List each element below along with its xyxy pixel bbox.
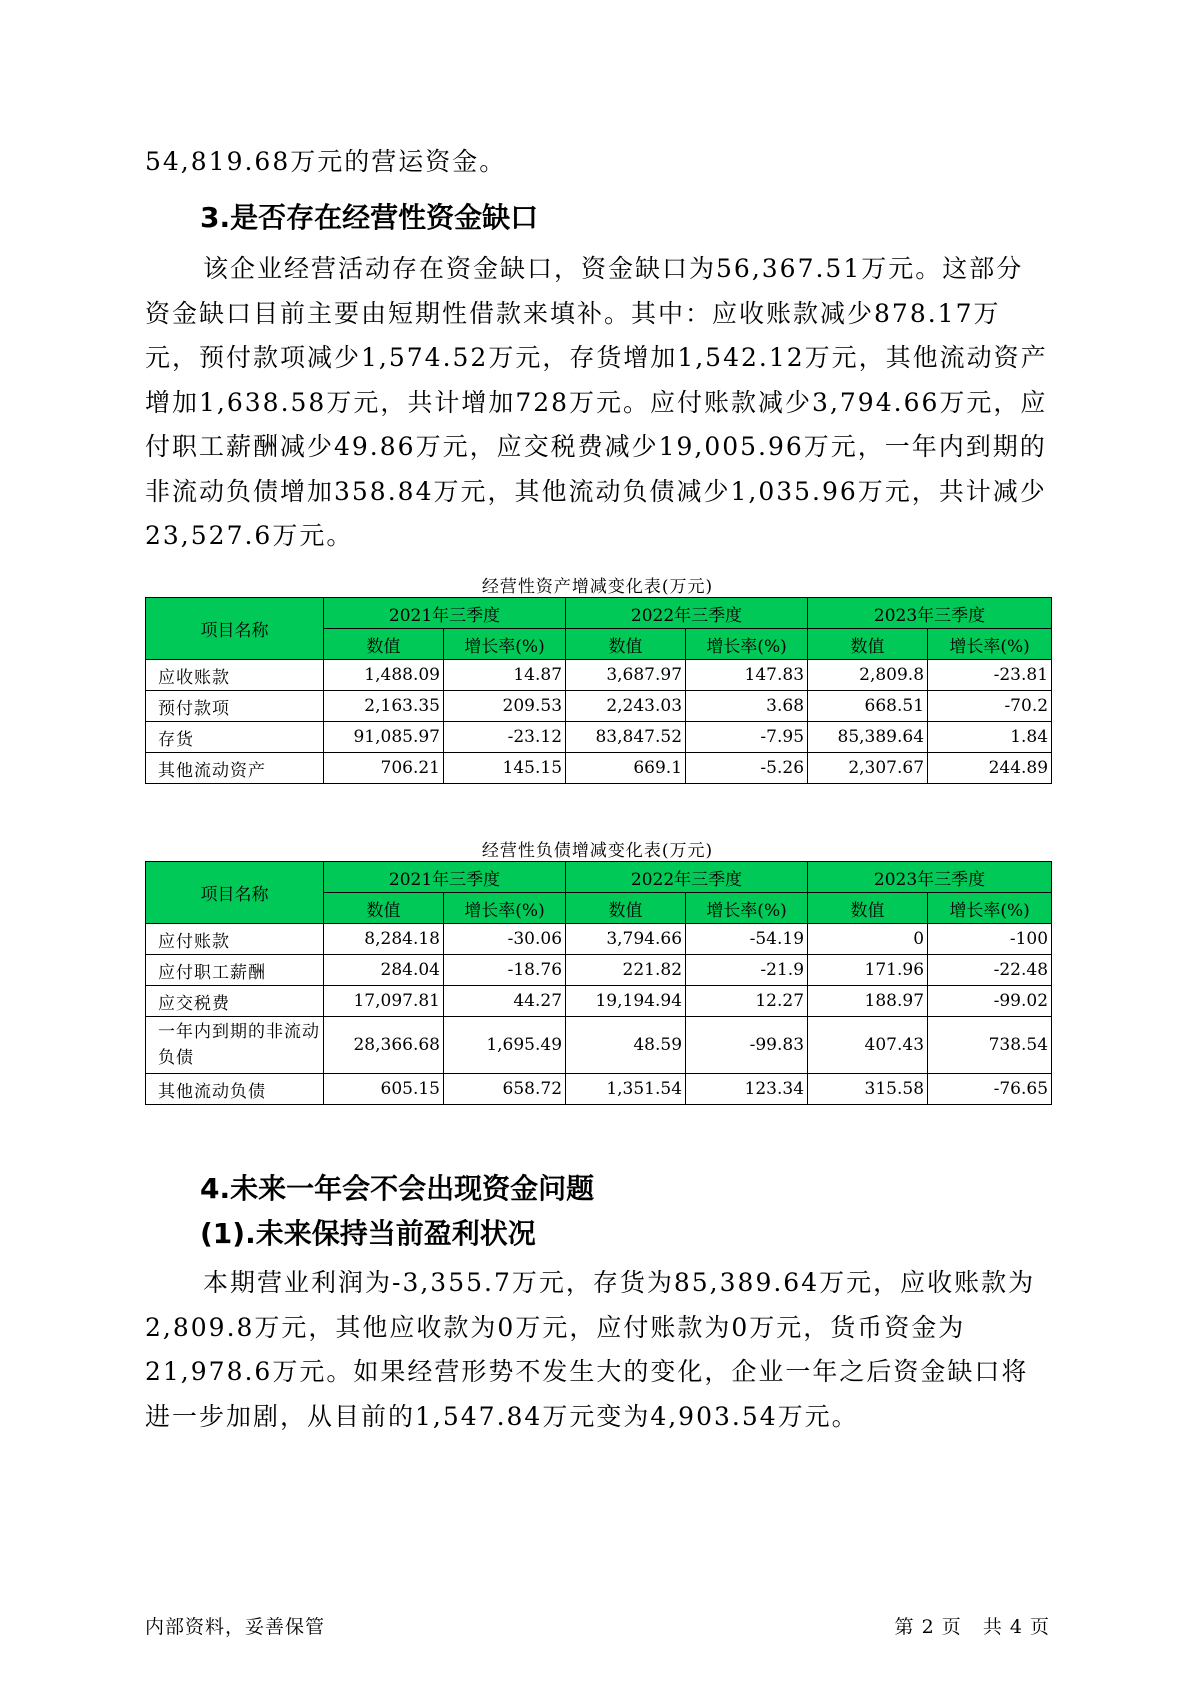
paragraph-outlook [145, 1261, 1050, 1439]
table-cell: 83,847.52 [566, 722, 686, 753]
table-subheader: 增长率(%) [686, 629, 808, 660]
table-header-period: 2021年三季度 [324, 862, 566, 893]
table-row [146, 722, 1052, 753]
table-row [146, 1074, 1052, 1105]
table-cell: -23.81 [928, 660, 1052, 691]
table-header-period: 2022年三季度 [566, 862, 808, 893]
table-cell: 1,488.09 [324, 660, 444, 691]
table-cell: 8,284.18 [324, 924, 444, 955]
table2-caption: 经营性负债增减变化表(万元) [481, 841, 714, 861]
table-cell: 2,809.8 [808, 660, 928, 691]
row-label: 应付职工薪酬 [146, 955, 324, 986]
table-cell: 706.21 [324, 753, 444, 784]
table-cell: -5.26 [686, 753, 808, 784]
paragraph-text: 该企业经营活动存在资金缺口，资金缺口为56,367.51万元。这部分资金缺口目前主要由短期性借款来填补。其中：应收账款减少878.17万元，预付款项减少1,574.52万元，存货增加1,542.12万元，其他流动资产增加1,638.58万元，共计增加728万元。应付账款减少3,794.66万元，应付职工薪酬减少49.86万元，应交税费减少19,005.96万元，一年内到期的非流动负债增加358.84万元，其他流动负债减少1,035.96万元，共计减少23,527.6万元。 [145, 254, 1048, 550]
table-header-period: 2023年三季度 [808, 598, 1052, 629]
table-subheader: 数值 [808, 629, 928, 660]
table-subheader: 增长率(%) [686, 893, 808, 924]
table-cell: 315.58 [808, 1074, 928, 1105]
table-subheader: 数值 [566, 893, 686, 924]
table-cell: -22.48 [928, 955, 1052, 986]
table-cell: -54.19 [686, 924, 808, 955]
table-cell: 407.43 [808, 1017, 928, 1074]
table-cell: 123.34 [686, 1074, 808, 1105]
table-cell: 145.15 [444, 753, 566, 784]
table-cell: 171.96 [808, 955, 928, 986]
table-row [146, 1017, 1052, 1074]
table-cell: 19,194.94 [566, 986, 686, 1017]
paragraph-funding-gap [145, 247, 1050, 559]
table-cell: -99.02 [928, 986, 1052, 1017]
table-cell: 188.97 [808, 986, 928, 1017]
table-header-period: 2023年三季度 [808, 862, 1052, 893]
row-label: 预付款项 [146, 691, 324, 722]
table-subheader: 增长率(%) [928, 629, 1052, 660]
table-subheader: 增长率(%) [444, 893, 566, 924]
table-cell: 2,307.67 [808, 753, 928, 784]
table-cell: -7.95 [686, 722, 808, 753]
table-row [146, 986, 1052, 1017]
table-cell: -18.76 [444, 955, 566, 986]
row-label: 一年内到期的非流动负债 [146, 1017, 324, 1074]
table-cell: 1,351.54 [566, 1074, 686, 1105]
table-header-period: 2022年三季度 [566, 598, 808, 629]
table-row [146, 691, 1052, 722]
row-label: 应付账款 [146, 924, 324, 955]
table-cell: 28,366.68 [324, 1017, 444, 1074]
table-subheader: 增长率(%) [444, 629, 566, 660]
table-header-item: 项目名称 [146, 862, 324, 924]
row-label: 应收账款 [146, 660, 324, 691]
table-subheader: 数值 [808, 893, 928, 924]
table-cell: 85,389.64 [808, 722, 928, 753]
table-cell: -23.12 [444, 722, 566, 753]
table-cell: 658.72 [444, 1074, 566, 1105]
table-subheader: 数值 [324, 629, 444, 660]
paragraph-text: 54,819.68万元的营运资金。 [145, 147, 507, 176]
table1-caption: 经营性资产增减变化表(万元) [481, 577, 714, 597]
table-subheader: 增长率(%) [928, 893, 1052, 924]
row-label: 其他流动资产 [146, 753, 324, 784]
table-cell: 12.27 [686, 986, 808, 1017]
row-label: 应交税费 [146, 986, 324, 1017]
paragraph-text: 本期营业利润为-3,355.7万元，存货为85,389.64万元，应收账款为2,809.8万元，其他应收款为0万元，应付账款为0万元，货币资金为21,978.6万元。如果经营形势不发生大的变化，企业一年之后资金缺口将进一步加剧，从目前的1,547.84万元变为4,903.54万元。 [145, 1268, 1036, 1431]
table-cell: -76.65 [928, 1074, 1052, 1105]
table-cell: 2,163.35 [324, 691, 444, 722]
operating-liabilities-table [145, 861, 1052, 1105]
table-cell: 147.83 [686, 660, 808, 691]
table-cell: 3,687.97 [566, 660, 686, 691]
table-cell: 3.68 [686, 691, 808, 722]
operating-assets-table [145, 597, 1052, 784]
table-subheader: 数值 [566, 629, 686, 660]
footer-page-number: 第 2 页 共 4 页 [894, 1616, 1050, 1638]
table-cell: 1,695.49 [444, 1017, 566, 1074]
table-cell: -99.83 [686, 1017, 808, 1074]
table-cell: 17,097.81 [324, 986, 444, 1017]
table-cell: 44.27 [444, 986, 566, 1017]
table-row [146, 955, 1052, 986]
section-heading-4: 4.未来一年会不会出现资金问题 [200, 1172, 595, 1205]
table-cell: 669.1 [566, 753, 686, 784]
table-row [146, 753, 1052, 784]
footer-left: 内部资料，妥善保管 [145, 1616, 326, 1638]
table-header-item: 项目名称 [146, 598, 324, 660]
table-cell: 1.84 [928, 722, 1052, 753]
table-cell: 14.87 [444, 660, 566, 691]
table-cell: -70.2 [928, 691, 1052, 722]
table-cell: 48.59 [566, 1017, 686, 1074]
table-header-period: 2021年三季度 [324, 598, 566, 629]
table-cell: -30.06 [444, 924, 566, 955]
table-cell: -21.9 [686, 955, 808, 986]
row-label: 存货 [146, 722, 324, 753]
table-cell: 244.89 [928, 753, 1052, 784]
table-cell: 91,085.97 [324, 722, 444, 753]
table-cell: 605.15 [324, 1074, 444, 1105]
table-cell: 2,243.03 [566, 691, 686, 722]
table-cell: 209.53 [444, 691, 566, 722]
table-cell: 3,794.66 [566, 924, 686, 955]
paragraph-continuation [145, 140, 1050, 185]
section-heading-3: 3.是否存在经营性资金缺口 [200, 201, 539, 234]
table-cell: -100 [928, 924, 1052, 955]
table-cell: 738.54 [928, 1017, 1052, 1074]
table-cell: 0 [808, 924, 928, 955]
table-cell: 668.51 [808, 691, 928, 722]
subsection-heading-4-1: (1).未来保持当前盈利状况 [200, 1217, 536, 1250]
table-row [146, 924, 1052, 955]
table-subheader: 数值 [324, 893, 444, 924]
row-label: 其他流动负债 [146, 1074, 324, 1105]
table-cell: 221.82 [566, 955, 686, 986]
table-cell: 284.04 [324, 955, 444, 986]
table-row [146, 660, 1052, 691]
